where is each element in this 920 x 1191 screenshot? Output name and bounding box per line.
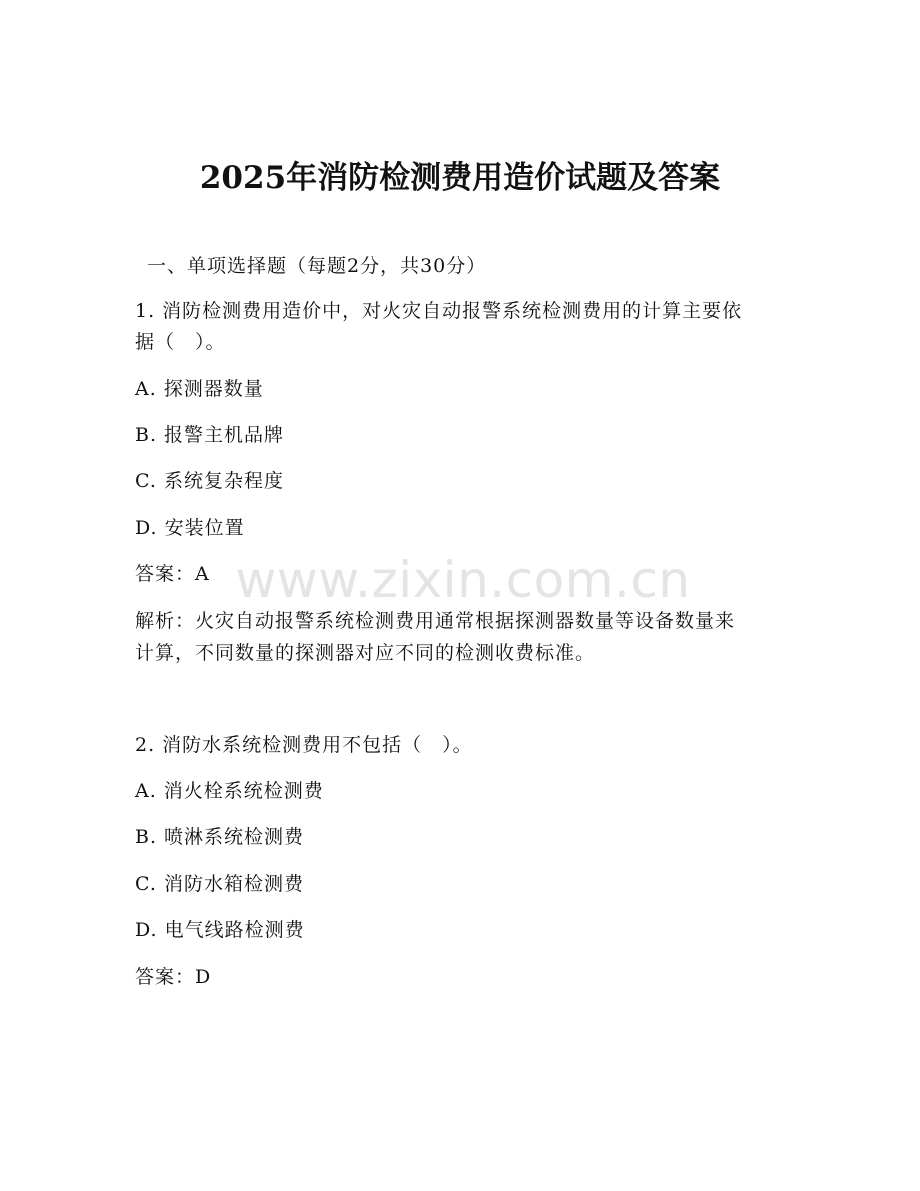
question-2-option-a: A. 消火栓系统检测费 [135,780,324,802]
question-1-option-d: D. 安装位置 [135,517,245,539]
question-1-option-c: C. 系统复杂程度 [135,470,284,492]
question-1-analysis-line-2: 计算，不同数量的探测器对应不同的检测收费标准。 [135,642,596,664]
question-2-answer: 答案：D [135,966,212,988]
question-1-option-a: A. 探测器数量 [135,378,264,400]
section-heading: 一、单项选择题（每题2分，共30分） [147,255,487,277]
question-2-option-b: B. 喷淋系统检测费 [135,826,305,848]
question-2-option-d: D. 电气线路检测费 [135,919,305,941]
question-1-option-b: B. 报警主机品牌 [135,424,285,446]
question-1-stem-line-2: 据（ ）。 [135,331,226,353]
question-1-stem-line-1: 1. 消防检测费用造价中，对火灾自动报警系统检测费用的计算主要依 [135,300,743,322]
question-1-analysis-line-1: 解析：火灾自动报警系统检测费用通常根据探测器数量等设备数量来 [135,610,736,632]
document-title: 2025年消防检测费用造价试题及答案 [199,160,721,196]
question-2-option-c: C. 消防水箱检测费 [135,873,304,895]
watermark-text: www.zixin.com.cn [235,551,691,609]
question-1-answer: 答案：A [135,563,210,585]
question-2-stem-line-1: 2. 消防水系统检测费用不包括（ ）。 [135,734,473,756]
